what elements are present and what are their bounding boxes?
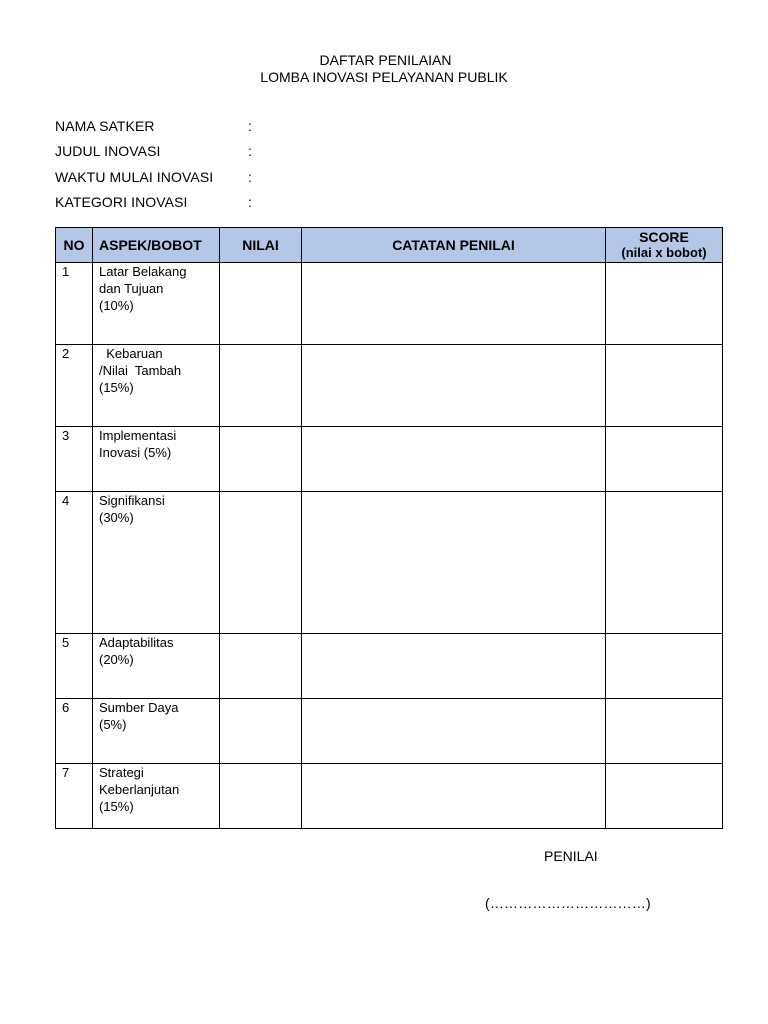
aspek-line: Latar Belakang (99, 264, 187, 279)
info-colon: : (248, 194, 252, 211)
col-header-nilai: NILAI (220, 228, 302, 263)
grading-table (55, 227, 723, 829)
info-label: WAKTU MULAI INOVASI (55, 168, 214, 185)
col-header-catatan: CATATAN PENILAI (302, 228, 606, 263)
info-block (55, 113, 455, 215)
signer-label: PENILAI (544, 848, 598, 864)
cell-score[interactable] (606, 345, 723, 427)
cell-nilai[interactable] (220, 345, 302, 427)
info-row-kategori (55, 190, 455, 216)
signer-name-placeholder: (……………………………) (485, 895, 651, 911)
document-title (0, 52, 768, 86)
score-header-line1: SCORE (639, 228, 689, 245)
aspek-line: (10%) (99, 298, 134, 313)
info-colon: : (248, 143, 252, 160)
info-label: JUDUL INOVASI (55, 143, 161, 160)
aspek-line: Implementasi (99, 428, 177, 443)
cell-aspek (93, 427, 220, 492)
cell-score[interactable] (606, 263, 723, 345)
table-row (56, 345, 723, 427)
cell-catatan[interactable] (302, 263, 606, 345)
cell-catatan[interactable] (302, 345, 606, 427)
cell-aspek (93, 345, 220, 427)
title-line-2: LOMBA INOVASI PELAYANAN PUBLIK (260, 69, 508, 85)
aspek-line: Adaptabilitas (99, 635, 174, 650)
info-label: NAMA SATKER (55, 117, 155, 134)
aspek-line: (15%) (99, 380, 134, 395)
cell-no: 4 (56, 492, 93, 634)
cell-score[interactable] (606, 427, 723, 492)
col-header-aspek: ASPEK/BOBOT (93, 228, 220, 263)
cell-score[interactable] (606, 634, 723, 699)
table-row (56, 764, 723, 829)
info-row-nama-satker (55, 113, 455, 139)
cell-nilai[interactable] (220, 634, 302, 699)
info-colon: : (248, 168, 252, 185)
aspek-line: (5%) (99, 717, 127, 732)
cell-catatan[interactable] (302, 492, 606, 634)
table-header-row (56, 228, 723, 263)
cell-aspek (93, 634, 220, 699)
cell-nilai[interactable] (220, 263, 302, 345)
cell-aspek (93, 699, 220, 764)
info-row-judul-inovasi (55, 139, 455, 165)
cell-aspek (93, 263, 220, 345)
table-row (56, 699, 723, 764)
score-header-line2: (nilai x bobot) (621, 244, 707, 260)
aspek-line: Kebaruan (99, 346, 163, 361)
cell-aspek (93, 764, 220, 829)
aspek-line: (15%) (99, 799, 134, 814)
cell-no: 7 (56, 764, 93, 829)
cell-no: 1 (56, 263, 93, 345)
cell-no: 5 (56, 634, 93, 699)
cell-nilai[interactable] (220, 699, 302, 764)
cell-score[interactable] (606, 699, 723, 764)
table-row (56, 492, 723, 634)
cell-nilai[interactable] (220, 764, 302, 829)
cell-no: 6 (56, 699, 93, 764)
table-row (56, 427, 723, 492)
aspek-line: Sumber Daya (99, 700, 179, 715)
col-header-score (606, 228, 723, 263)
cell-no: 2 (56, 345, 93, 427)
cell-nilai[interactable] (220, 427, 302, 492)
table-row (56, 263, 723, 345)
aspek-line: (30%) (99, 510, 134, 525)
cell-aspek (93, 492, 220, 634)
cell-catatan[interactable] (302, 764, 606, 829)
table-row (56, 634, 723, 699)
cell-score[interactable] (606, 492, 723, 634)
aspek-line: Inovasi (5%) (99, 445, 172, 460)
title-line-1: DAFTAR PENILAIAN (319, 52, 452, 68)
cell-catatan[interactable] (302, 699, 606, 764)
cell-nilai[interactable] (220, 492, 302, 634)
cell-catatan[interactable] (302, 427, 606, 492)
cell-catatan[interactable] (302, 634, 606, 699)
info-label: KATEGORI INOVASI (55, 194, 188, 211)
aspek-line: (20%) (99, 652, 134, 667)
aspek-line: Keberlanjutan (99, 782, 180, 797)
cell-score[interactable] (606, 764, 723, 829)
info-row-waktu-mulai (55, 164, 455, 190)
aspek-line: Signifikansi (99, 493, 165, 508)
col-header-no: NO (56, 228, 93, 263)
aspek-line: dan Tujuan (99, 281, 164, 296)
aspek-line: /Nilai Tambah (99, 363, 182, 378)
aspek-line: Strategi (99, 765, 144, 780)
cell-no: 3 (56, 427, 93, 492)
info-colon: : (248, 117, 252, 134)
